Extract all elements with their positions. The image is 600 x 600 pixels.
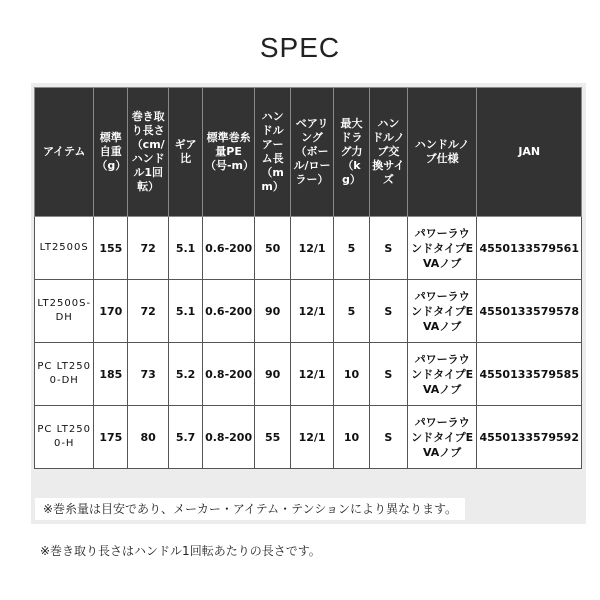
- cell-arm-length: 55: [255, 406, 291, 469]
- cell-knob-type: パワーラウンドタイプEVAノブ: [407, 280, 477, 343]
- cell-knob-size: S: [369, 217, 407, 280]
- spec-panel: [31, 83, 586, 524]
- cell-line-capacity: 0.6-200: [202, 217, 254, 280]
- cell-knob-type: パワーラウンドタイプEVAノブ: [407, 217, 477, 280]
- cell-knob-type: パワーラウンドタイプEVAノブ: [407, 343, 477, 406]
- cell-retrieve: 72: [128, 280, 169, 343]
- cell-retrieve: 80: [128, 406, 169, 469]
- cell-item: PC LT2500-H: [35, 406, 94, 469]
- header-item: アイテム: [35, 88, 94, 217]
- header-max-drag: 最大ドラグ力（kg）: [334, 88, 370, 217]
- retrieve-length-note: ※巻き取り長さはハンドル1回転あたりの長さです。: [40, 544, 321, 558]
- cell-jan: 4550133579585: [477, 343, 582, 406]
- cell-knob-size: S: [369, 343, 407, 406]
- table-row: [35, 343, 582, 406]
- cell-gear-ratio: 5.1: [169, 217, 203, 280]
- cell-max-drag: 5: [334, 217, 370, 280]
- header-knob-type: ハンドルノブ仕様: [407, 88, 477, 217]
- cell-knob-size: S: [369, 406, 407, 469]
- header-line-capacity: 標準巻糸量PE（号-m）: [202, 88, 254, 217]
- cell-gear-ratio: 5.1: [169, 280, 203, 343]
- header-weight: 標準自重（g）: [94, 88, 128, 217]
- cell-weight: 170: [94, 280, 128, 343]
- table-row: [35, 406, 582, 469]
- cell-weight: 155: [94, 217, 128, 280]
- header-retrieve: 巻き取り長さ（cm/ハンドル1回転）: [128, 88, 169, 217]
- header-arm-length: ハンドルアーム長（mm）: [255, 88, 291, 217]
- cell-max-drag: 10: [334, 406, 370, 469]
- cell-jan: 4550133579561: [477, 217, 582, 280]
- cell-bearing: 12/1: [291, 406, 334, 469]
- spec-header-row: [35, 88, 582, 217]
- table-row: [35, 280, 582, 343]
- cell-retrieve: 73: [128, 343, 169, 406]
- cell-jan: 4550133579578: [477, 280, 582, 343]
- header-bearing: ベアリング（ボール/ローラー）: [291, 88, 334, 217]
- cell-retrieve: 72: [128, 217, 169, 280]
- header-knob-size: ハンドルノブ交換サイズ: [369, 88, 407, 217]
- spec-title: SPEC: [259, 32, 341, 63]
- table-row: [35, 217, 582, 280]
- header-jan: JAN: [477, 88, 582, 217]
- cell-arm-length: 90: [255, 343, 291, 406]
- cell-bearing: 12/1: [291, 343, 334, 406]
- cell-gear-ratio: 5.7: [169, 406, 203, 469]
- cell-gear-ratio: 5.2: [169, 343, 203, 406]
- cell-knob-size: S: [369, 280, 407, 343]
- cell-max-drag: 5: [334, 280, 370, 343]
- cell-arm-length: 50: [255, 217, 291, 280]
- cell-weight: 175: [94, 406, 128, 469]
- cell-line-capacity: 0.6-200: [202, 280, 254, 343]
- cell-knob-type: パワーラウンドタイプEVAノブ: [407, 406, 477, 469]
- cell-jan: 4550133579592: [477, 406, 582, 469]
- line-capacity-note: ※巻糸量は目安であり、メーカー・アイテム・テンションにより異なります。: [35, 498, 465, 520]
- header-gear-ratio: ギア比: [169, 88, 203, 217]
- cell-item: LT2500S-DH: [35, 280, 94, 343]
- cell-line-capacity: 0.8-200: [202, 406, 254, 469]
- cell-bearing: 12/1: [291, 280, 334, 343]
- cell-bearing: 12/1: [291, 217, 334, 280]
- spec-table: [34, 87, 582, 469]
- cell-line-capacity: 0.8-200: [202, 343, 254, 406]
- cell-max-drag: 10: [334, 343, 370, 406]
- cell-weight: 185: [94, 343, 128, 406]
- cell-arm-length: 90: [255, 280, 291, 343]
- cell-item: LT2500S: [35, 217, 94, 280]
- cell-item: PC LT2500-DH: [35, 343, 94, 406]
